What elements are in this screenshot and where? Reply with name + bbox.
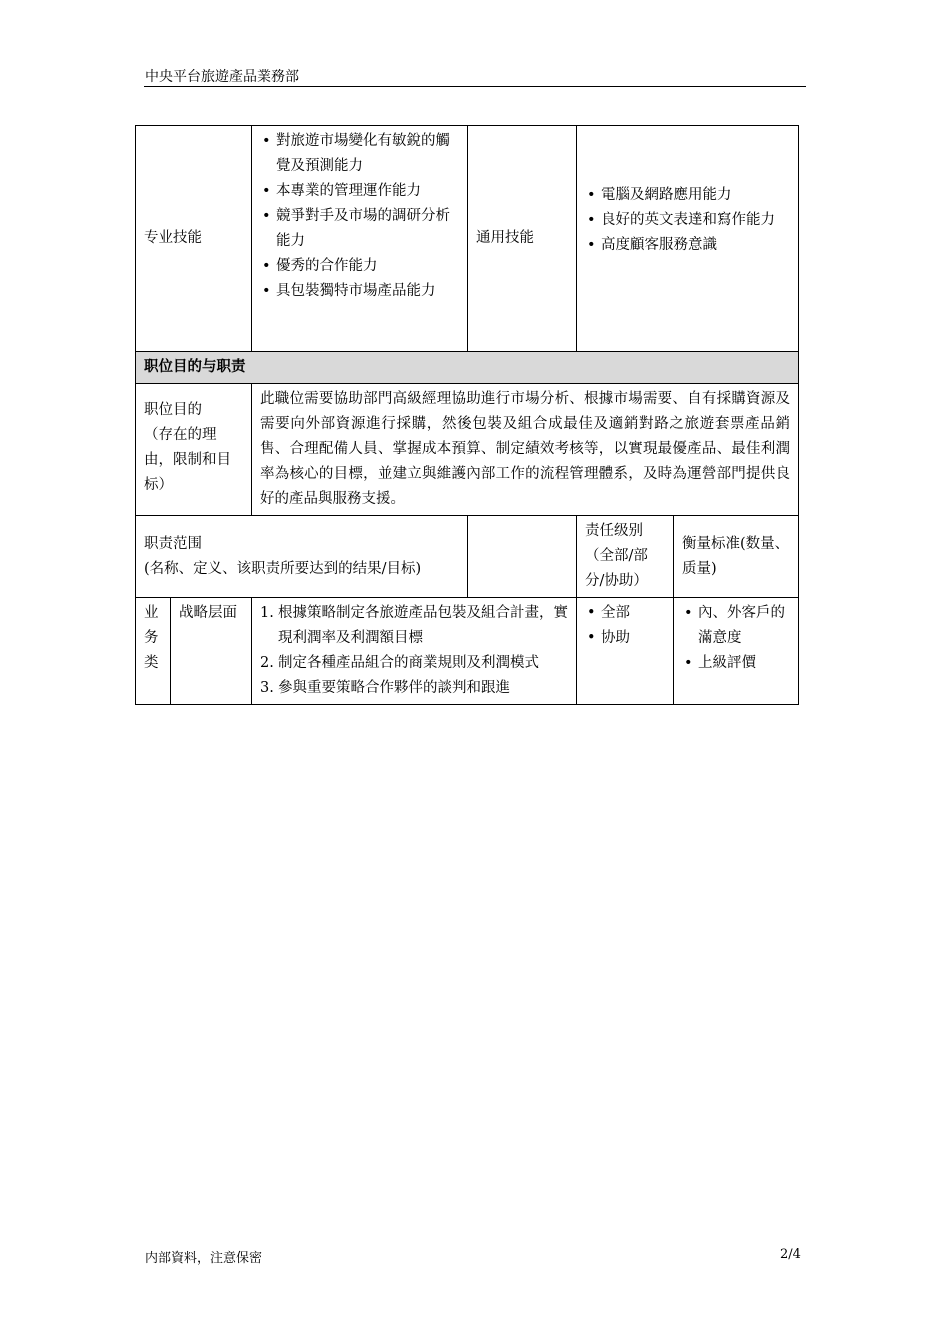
duties-content-row (136, 598, 799, 705)
professional-skills-label: 专业技能 (136, 126, 252, 352)
duties-scope-header (136, 516, 468, 598)
measure-item: • 上級評價 (682, 651, 790, 676)
skill-item: • 本專業的管理運作能力 (260, 179, 459, 204)
purpose-label-line2: （存在的理由，限制和目标） (144, 427, 231, 493)
duty-item: 2. 制定各種產品組合的商業規則及利潤模式 (260, 655, 539, 671)
duty-item: 1. 根據策略制定各旅遊產品包裝及組合計畫，實現利潤率及利潤額目標 (260, 605, 568, 646)
header-divider (144, 86, 806, 87)
section-header-row (136, 352, 799, 384)
duty-item: 3. 參與重要策略合作夥伴的談判和跟進 (260, 680, 510, 696)
general-skills-label: 通用技能 (468, 126, 577, 352)
responsibility-level-header (468, 516, 577, 598)
duty-levels-list (585, 601, 665, 651)
level-item: • 协助 (585, 626, 665, 651)
duty-levels-cell (577, 598, 674, 705)
duties-header-row (136, 516, 799, 598)
job-description-table (135, 125, 799, 705)
duty-measures-cell (674, 598, 799, 705)
duty-category: 业务类 (136, 598, 171, 705)
measure-standard-header: 衡量标准(数量、质量) (674, 516, 799, 598)
purpose-row (136, 384, 799, 516)
professional-skills-cell (252, 126, 468, 352)
purpose-text: 此職位需要協助部門高級經理協助進行市場分析、根據市場需要、自有採購資源及需要向外部資源進行採購，然後包裝及組合成最佳及適銷對路之旅遊套票產品銷售、合理配備人員、掌握成本預算、制定績效考核等，以實現最優產品、最佳利潤率為核心的目標，並建立與維護內部工作的流程管理體系，及時為運營部門提供良好的產品與服務支援。 (252, 384, 799, 516)
duty-measures-list (682, 601, 790, 676)
skill-item: • 競爭對手及市場的調研分析能力 (260, 204, 459, 254)
footer-page-number: 2/4 (780, 1247, 801, 1262)
skill-item: • 優秀的合作能力 (260, 254, 459, 279)
skill-item: • 具包裝獨特市場產品能力 (260, 279, 459, 304)
section-title: 职位目的与职责 (136, 352, 799, 384)
general-skills-list (585, 183, 790, 258)
purpose-label (136, 384, 252, 516)
skill-item: • 良好的英文表達和寫作能力 (585, 208, 790, 233)
duty-items-list (260, 601, 568, 701)
responsibility-level-label: 责任级别（全部/部分/协助） (577, 516, 674, 598)
skill-item: • 對旅遊市場變化有敏銳的觸覺及預測能力 (260, 129, 459, 179)
purpose-label-line1: 职位目的 (144, 402, 202, 418)
measure-item: • 內、外客戶的滿意度 (682, 601, 790, 651)
level-item: • 全部 (585, 601, 665, 626)
duties-scope-line1: 职责范围 (144, 535, 202, 552)
skill-item: • 電腦及網路應用能力 (585, 183, 790, 208)
page-header-title: 中央平台旅遊產品業務部 (145, 69, 299, 85)
skill-item: • 高度顧客服務意識 (585, 233, 790, 258)
duties-scope-line2: (名称、定义、该职责所要达到的结果/目标) (144, 560, 422, 577)
duty-subcategory: 战略层面 (171, 598, 252, 705)
general-skills-cell (577, 126, 799, 352)
duty-items-cell (252, 598, 577, 705)
professional-skills-list (260, 129, 459, 304)
footer-confidential: 内部資料，注意保密 (145, 1251, 263, 1266)
skills-row (136, 126, 799, 352)
